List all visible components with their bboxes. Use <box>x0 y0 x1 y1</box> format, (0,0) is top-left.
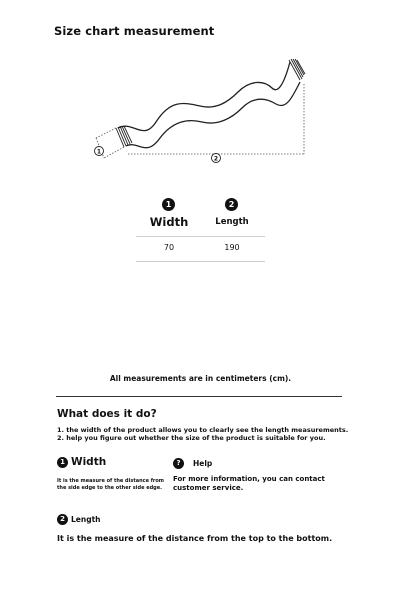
width-heading-badge: 1 <box>57 457 68 468</box>
section-divider <box>56 396 342 397</box>
scarf-diagram <box>88 50 318 170</box>
units-note: All measurements are in centimeters (cm). <box>109 374 292 383</box>
length-marker-label: 2 <box>213 155 219 163</box>
length-column-header: Length <box>215 217 249 227</box>
width-column-header: Width <box>149 215 189 229</box>
width-marker-label: 1 <box>96 148 102 156</box>
help-description: For more information, you can contact customer service. <box>173 475 325 492</box>
help-heading-label: Help <box>193 459 213 468</box>
table-divider-top <box>136 236 265 237</box>
help-heading <box>173 458 212 469</box>
length-heading-label: Length <box>71 515 101 524</box>
info-point-2: 2. help you figure out whether the size of the product is suitable for you. <box>57 434 326 442</box>
width-heading <box>57 456 106 468</box>
width-heading-label: Width <box>71 456 107 468</box>
right-fringe <box>289 59 305 80</box>
length-heading-badge: 2 <box>57 514 68 525</box>
length-number-badge: 2 <box>225 198 238 211</box>
help-icon: ? <box>173 458 184 469</box>
length-value: 190 <box>224 243 240 252</box>
left-fringe <box>116 126 132 147</box>
table-divider-bottom <box>136 261 265 262</box>
info-title: What does it do? <box>57 408 157 420</box>
page-title: Size chart measurement <box>54 24 215 38</box>
width-marker <box>95 147 104 156</box>
scarf-outline-top <box>118 62 290 131</box>
info-point-1: 1. the width of the product allows you to clearly see the length measurements. <box>57 426 349 434</box>
length-marker <box>212 154 221 163</box>
scarf-outline-bottom <box>126 82 300 148</box>
width-number-badge: 1 <box>162 198 175 211</box>
length-heading <box>57 514 101 525</box>
length-description: It is the measure of the distance from the top to the bottom. <box>57 534 333 543</box>
width-value: 70 <box>163 243 175 252</box>
width-description: It is the measure of the distance from the side edge to the other side edge. <box>57 478 165 491</box>
